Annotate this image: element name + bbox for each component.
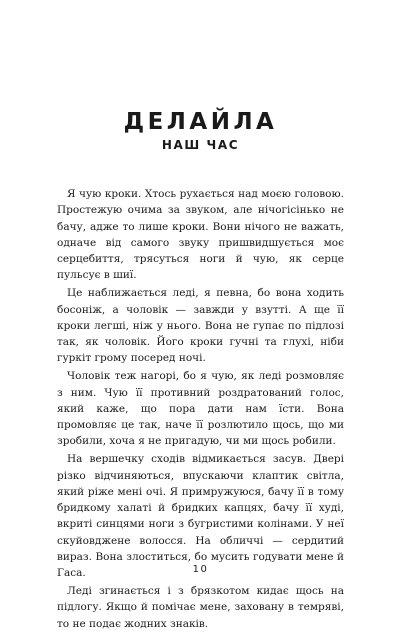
paragraph: Я чую кроки. Хтось рухається над моєю головою. Простежую очима за звуком, але нічогісінько не бачу, адже то лише кроки. Вони нічого не важать, одначе від самого звуку пришвидшується моє серцебиття, трясуться ноги й чую, як серце пульсує в шиї. [57, 188, 344, 282]
page-number: 10 [192, 564, 209, 575]
paragraph: Чоловік теж нагорі, бо я чую, як леді розмовляє з ним. Чую її противний роздратований голос, який каже, що пора дати нам їсти. Вона промовляє це так, наче її розлютило щось, що ми зробили, хоча я не пригадую, чи ми щось робили. [57, 370, 344, 448]
paragraph: Це наближається леді, я певна, бо вона ходить босоніж, а чоловік — завжди у взутті. А ще її кроки легші, ніж у нього. Вона не гупає по підлозі так, як чоловік. Його кроки гучні та глухі, ніби гуркіт грому посеред ночі. [57, 287, 344, 365]
chapter-title: ДЕЛАЙЛА [123, 109, 278, 135]
paragraph: Леді згинається і з брязкотом кидає щось на підлогу. Якщо й помічає мене, заховану в темряві, то не подає жодних знаків. [57, 585, 344, 630]
paragraph: На вершечку сходів відмикається засув. Двері різко відчиняються, впускаючи клаптик світла, який ріже мені очі. Я примружуюся, бачу її в тому бридкому халаті й бридких капцях, бачу її худі, вкриті синцями ноги з бугристими колінами. У неї скуйовджене волосся. На обличчі — сердитий вираз. Вона злоститься, бо мусить годувати мене й Гаса. [57, 453, 344, 580]
chapter-subtitle: НАШ ЧАС [161, 138, 240, 152]
